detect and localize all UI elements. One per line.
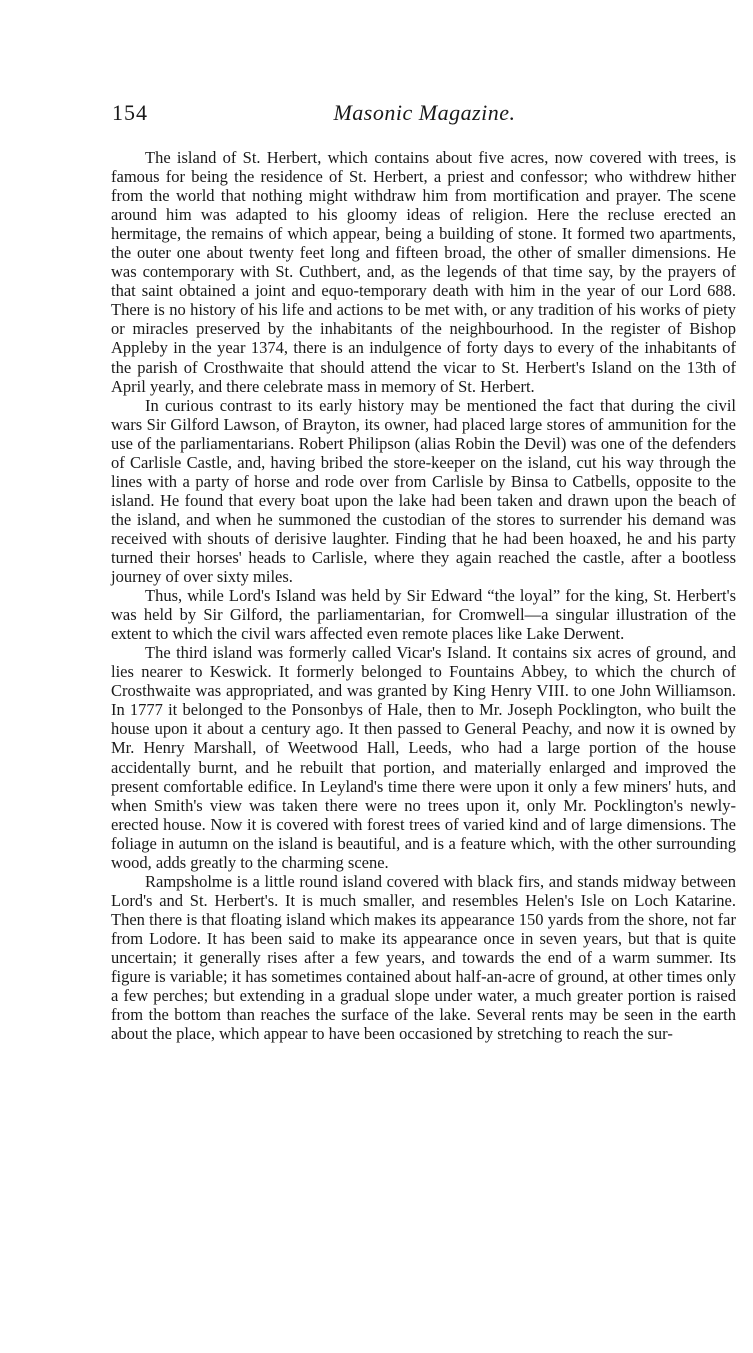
page-number: 154: [112, 100, 148, 125]
paragraph-lords-island: Thus, while Lord's Island was held by Sir Edward “the loyal” for the king, St. Herbert's was held by Sir Gilford, the parliamentarian, for Cromwell—a singular illustration of the extent to which the civil wars affected even remote places like Lake Derwent.: [111, 586, 736, 644]
page-header: [112, 100, 737, 134]
running-title: Masonic Magazine.: [333, 100, 516, 125]
paragraph-rampsholme: Rampsholme is a little round island covered with black firs, and stands midway between Lord's and St. Herbert's. It is much smaller, and resembles Helen's Isle on Loch Katarine. Then there is that floating island which makes its appearance 150 yards from the shore, not far from Lodore. It has been said to make its appearance once in seven years, but that is quite uncertain; it generally rises after a few years, and towards the end of a warm summer. Its figure is variable; it has sometimes contained about half-an-acre of ground, at other times only a few perches; but extending in a gradual slope under water, a much greater portion is raised from the bottom than reaches the surface of the lake. Several rents may be seen in the earth about the place, which appear to have been occasioned by stretching to reach the sur-: [111, 871, 736, 1044]
paragraph-civil-wars: In curious contrast to its early history may be mentioned the fact that during the civil wars Sir Gilford Lawson, of Brayton, its owner, had placed large stores of ammunition for the use of the parliamentarians. Robert Philipson (alias Robin the Devil) was one of the defenders of Carlisle Castle, and, having bribed the store-keeper on the island, cut his way through the lines with a party of horse and rode over from Carlisle by Binsa to Catbells, opposite to the island. He found that every boat upon the lake had been taken and drawn upon the beach of the island, and when he summoned the custodian of the stores to surrender his demand was received with shouts of derisive laughter. Finding that he had been hoaxed, he and his party turned their horses' heads to Carlisle, where they again reached the castle, after a bootless journey of over sixty miles.: [111, 395, 736, 587]
paragraph-st-herbert: The island of St. Herbert, which contains about five acres, now covered with trees, is famous for being the residence of St. Herbert, a priest and confessor; who withdrew hither from the world that nothing might withdraw him from mortification and prayer. The scene around him was adapted to his gloomy ideas of religion. Here the recluse erected an hermitage, the remains of which appear, being a building of stone. It formed two apartments, the outer one about twenty feet long and fifteen broad, the other of smaller dimensions. He was contemporary with St. Cuthbert, and, as the legends of that time say, by the prayers of that saint obtained a joint and equo-temporary death with him in the year of our Lord 688. There is no history of his life and actions to be met with, or any tradition of his works of piety or miracles preserved by the inhabitants of the neighbourhood. In the register of Bishop Appleby in the year 1374, there is an indulgence of forty days to every of the inhabitants of the parish of Crosthwaite that should attend the vicar to St. Herbert's Island on the 13th of April yearly, and there celebrate mass in memory of St. Herbert.: [111, 148, 736, 396]
paragraph-vicars-island: The third island was formerly called Vicar's Island. It contains six acres of ground, and lies nearer to Keswick. It formerly belonged to Fountains Abbey, to which the church of Crosthwaite was appropriated, and was granted by King Henry VIII. to one John Williamson. In 1777 it belonged to the Ponsonbys of Hale, then to Mr. Joseph Pocklington, who built the house upon it about a century ago. It then passed to General Peachy, and now it is owned by Mr. Henry Marshall, of Weetwood Hall, Leeds, who had a large portion of the house accidentally burnt, and he rebuilt that portion, and materially enlarged and improved the present comfortable edifice. In Leyland's time there were upon it only a few miners' huts, and when Smith's view was taken there were no trees upon it, only Mr. Pocklington's newly-erected house. Now it is covered with forest trees of varied kind and of large dimensions. The foliage in autumn on the island is beautiful, and is a feature which, with the other surrounding wood, adds greatly to the charming scene.: [111, 643, 736, 872]
article-body: [111, 148, 736, 1043]
